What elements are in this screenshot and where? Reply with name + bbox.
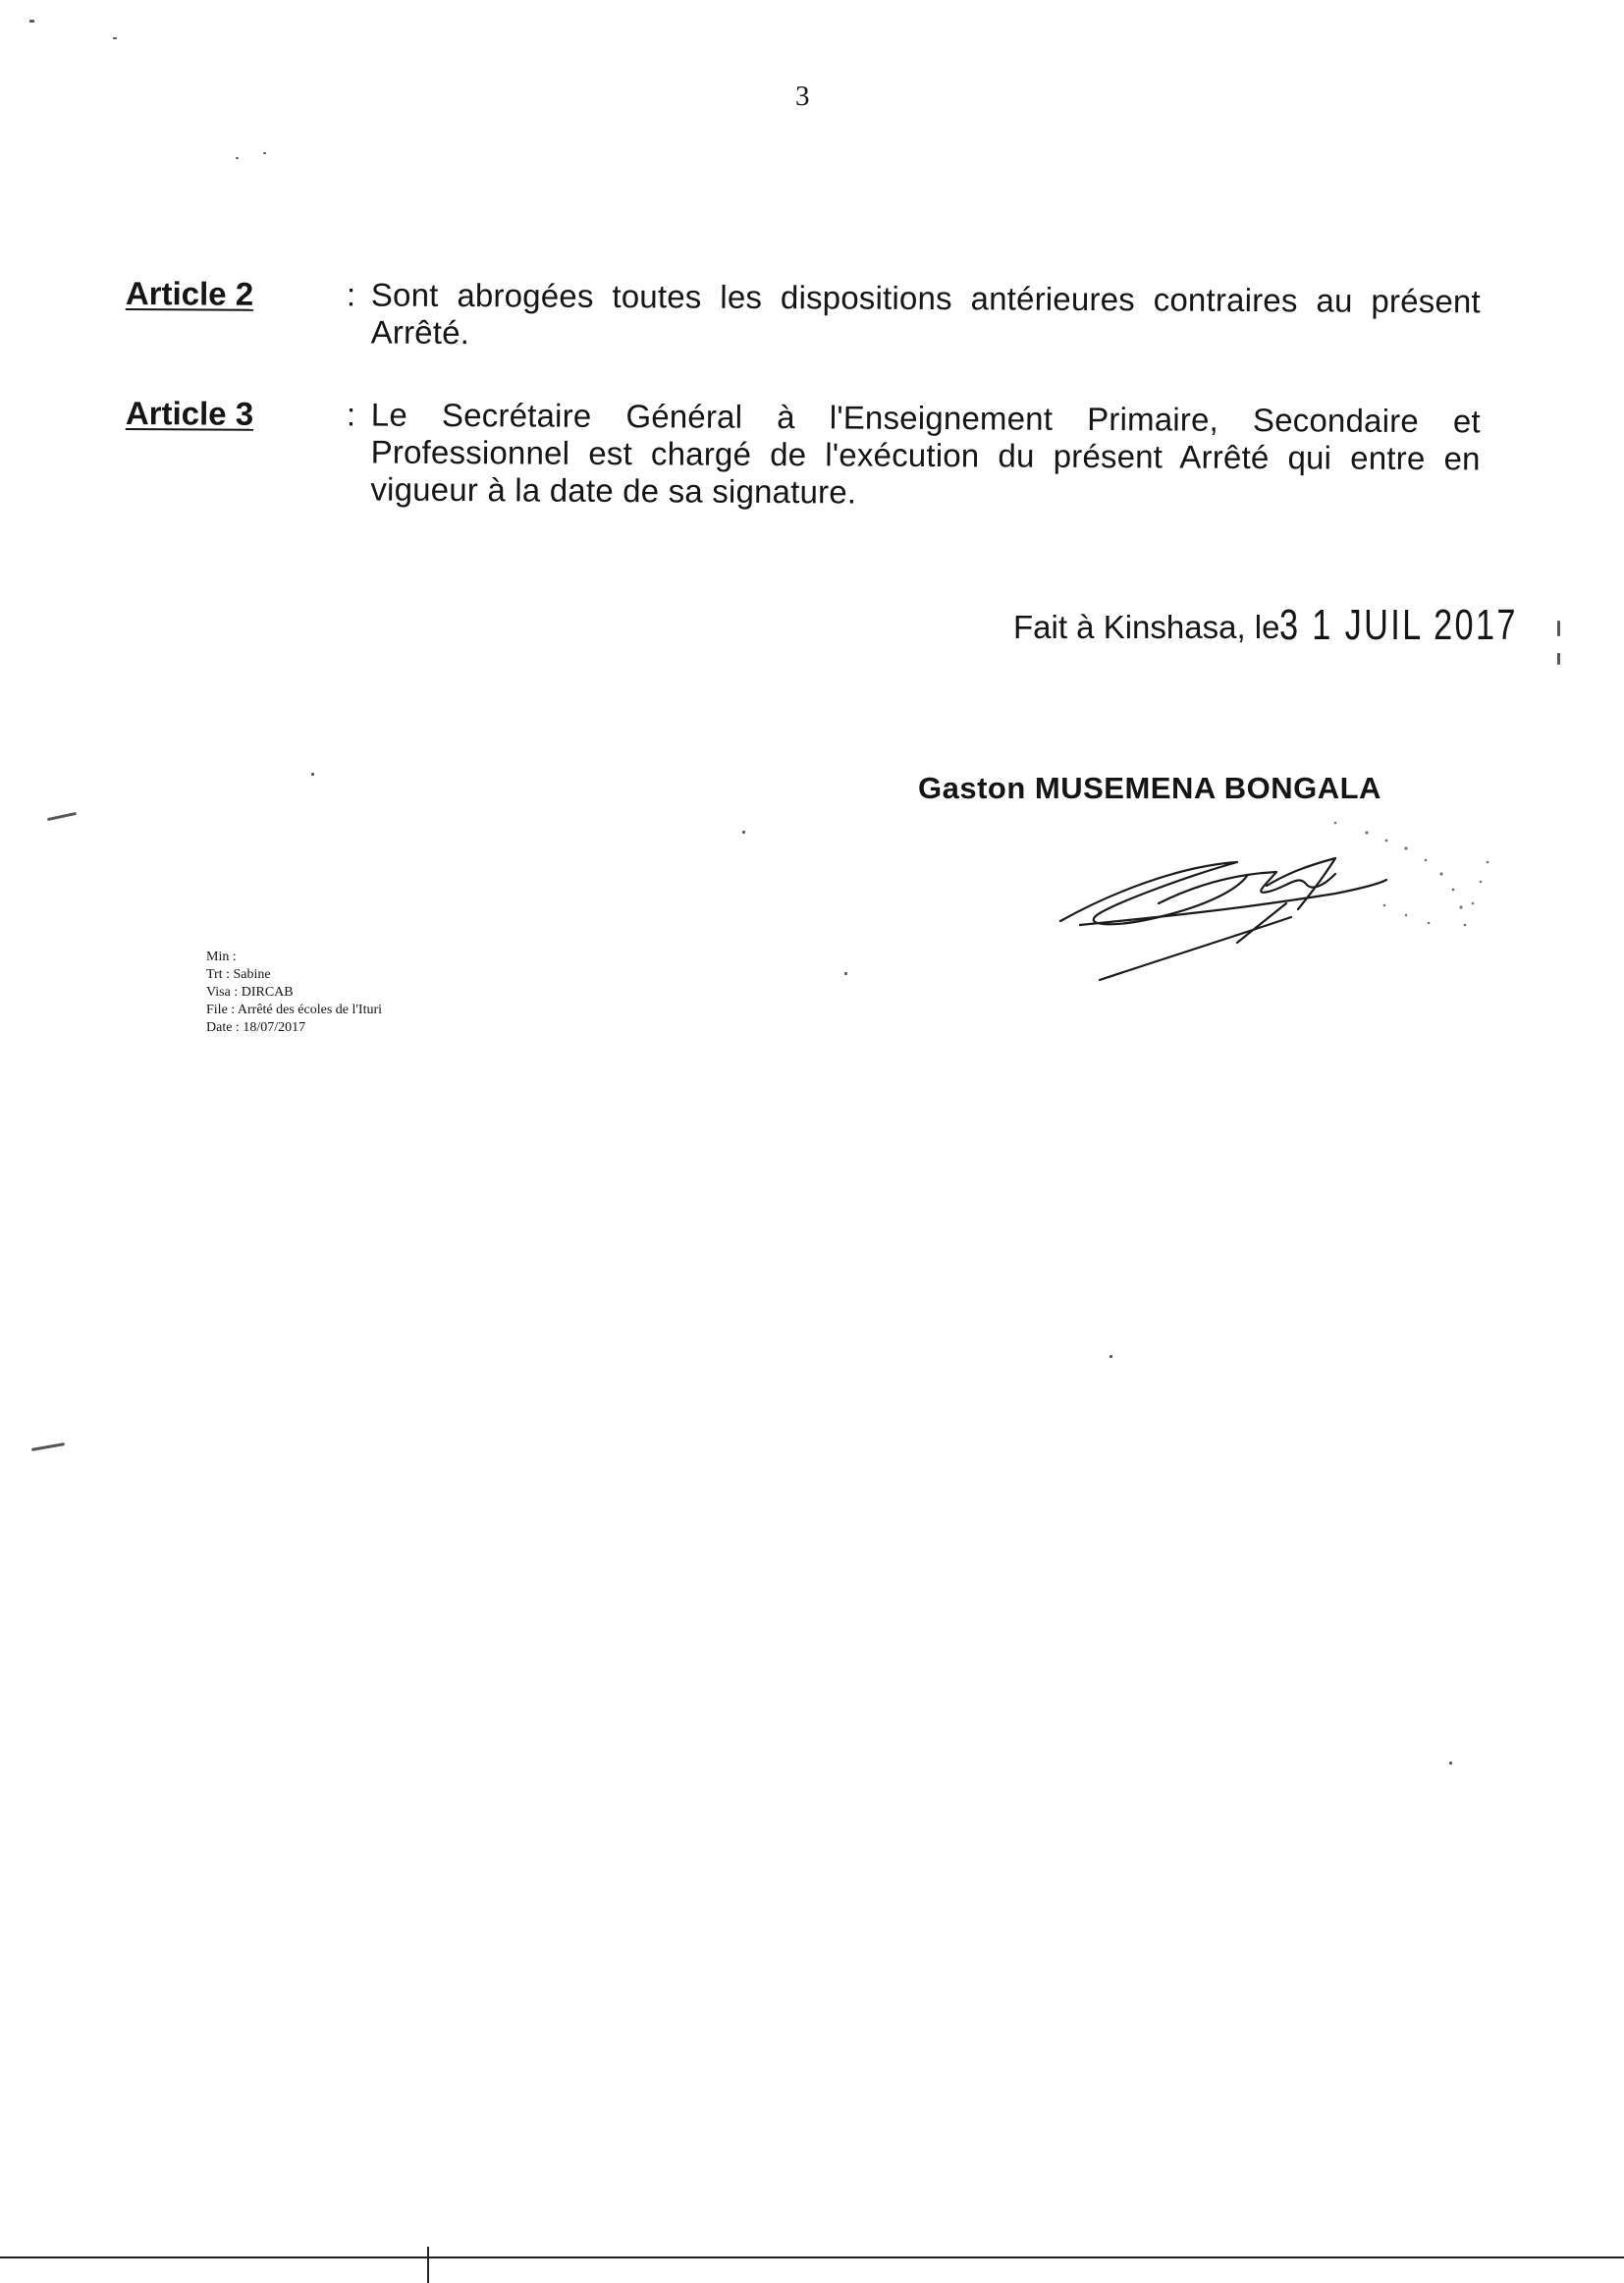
scan-speck [236, 157, 239, 159]
bottom-rule [0, 2256, 1624, 2258]
place-date-prefix: Fait à Kinshasa, le [1013, 609, 1280, 645]
stamped-date: 3 1 JUIL 2017 [1279, 601, 1518, 649]
signatory-name: Gaston MUSEMENA BONGALA [918, 771, 1381, 805]
scan-speck [113, 37, 117, 39]
scan-speck [31, 1442, 65, 1451]
article-2 [125, 275, 1500, 352]
article-3 [125, 395, 1500, 511]
page-number: 3 [795, 81, 810, 112]
handwritten-signature [1041, 815, 1512, 1002]
article-3-text: Le Secrétaire Général à l'Enseignement Primaire, Secondaire et Professionnel est chargé de l'exécution du présent Arrêté qui entre en vigueur à la date de sa signature. [370, 396, 1481, 511]
article-2-colon: : [346, 276, 356, 313]
bottom-tick [427, 2247, 429, 2283]
scan-speck [742, 831, 745, 834]
scan-speck [1557, 653, 1560, 665]
memo-file: File : Arrêté des écoles de l'Ituri [206, 1003, 383, 1017]
scan-speck [844, 972, 847, 975]
file-memo [206, 949, 382, 1037]
article-2-label: Article 2 [125, 275, 254, 312]
memo-treated-by: Trt : Sabine [206, 967, 271, 982]
article-3-label: Article 3 [125, 395, 254, 432]
memo-date: Date : 18/07/2017 [206, 1020, 306, 1035]
memo-visa: Visa : DIRCAB [206, 985, 294, 1000]
scan-speck [1449, 1762, 1452, 1765]
memo-min: Min : [206, 950, 237, 964]
scan-speck [47, 812, 77, 821]
scan-speck [1110, 1355, 1112, 1358]
scan-speck [263, 152, 266, 154]
scan-speck [1557, 621, 1560, 636]
article-3-colon: : [346, 396, 356, 433]
scan-speck [311, 773, 314, 776]
article-2-text: Sont abrogées toutes les dispositions antérieures contraires au présent Arrêté. [370, 276, 1481, 352]
scan-speck [29, 20, 34, 23]
